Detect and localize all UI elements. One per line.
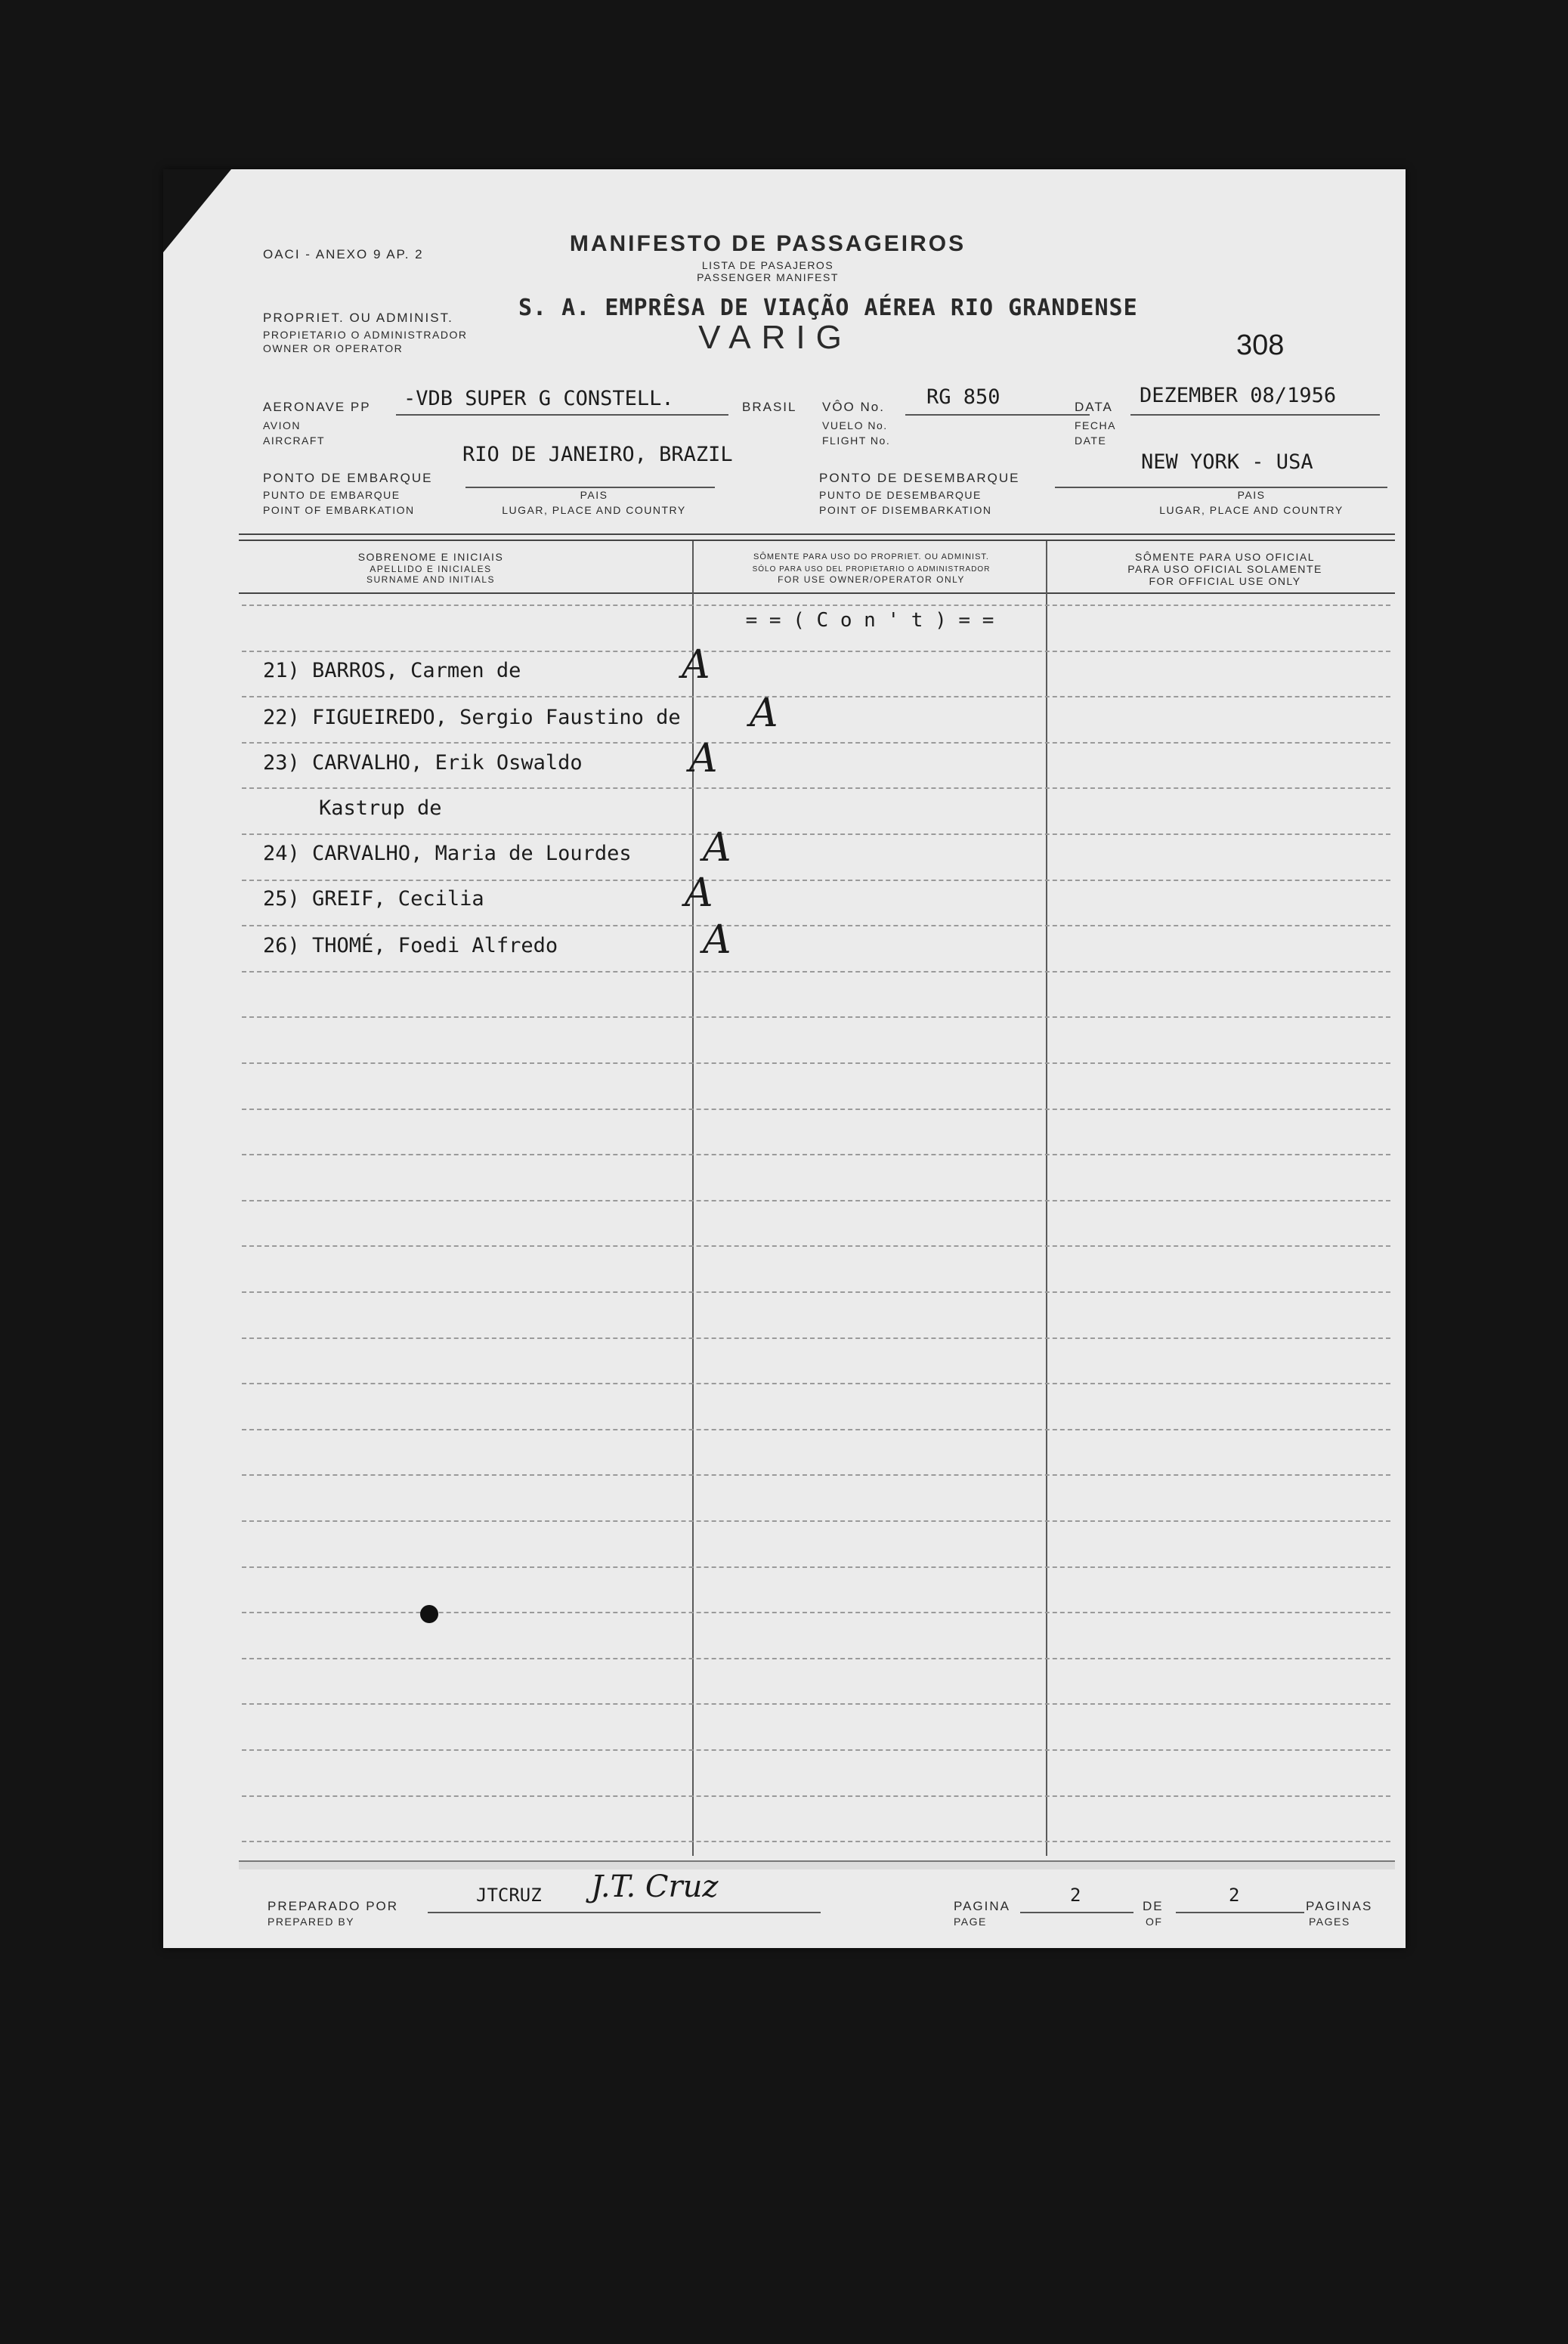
col-operator-es: SÓLO PARA USO DEL PROPIETARIO O ADMINISTRADOR [752,565,991,574]
ruled-line [242,1291,1390,1293]
col-name-pt: SOBRENOME E INICIAIS [357,551,504,563]
preparer-signature: J.T. Cruz [591,1869,719,1904]
passenger-line: 22) FIGUEIREDO, Sergio Faustino de [263,706,681,729]
aircraft-label-en: AIRCRAFT [263,434,325,447]
continued-marker: = = ( C o n ' t ) = = [745,609,994,632]
brand-varig: VARIG [698,319,852,356]
col-official-pt: SÔMENTE PARA USO OFICIAL [1134,551,1315,563]
operator-label-en: OWNER OR OPERATOR [263,342,404,354]
operator-label-es: PROPIETARIO O ADMINISTRADOR [263,329,468,341]
pages-label-en: PAGES [1309,1916,1350,1928]
ruled-line [242,1749,1390,1751]
passenger-line: Kastrup de [319,796,442,820]
disembark-label: PONTO DE DESEMBARQUE [819,471,1020,485]
ruled-line [242,696,1390,697]
date-label: DATA [1075,400,1113,414]
ruled-line [242,971,1390,973]
date-label-en: DATE [1075,434,1107,447]
ruled-line [242,1245,1390,1247]
page-title: MANIFESTO DE PASSAGEIROS [569,231,966,256]
prepared-value: JTCRUZ [476,1885,542,1906]
page-label: PAGINA [954,1899,1010,1913]
passenger-mark: A [750,691,778,736]
passenger-line: 23) CARVALHO, Erik Oswaldo [263,751,583,775]
ruled-line [242,1200,1390,1201]
embark-country-label: PAIS [580,489,608,501]
aircraft-value: -VDB SUPER G CONSTELL. [404,387,674,410]
col-name-es: APELLIDO E INICIALES [370,564,492,574]
disembark-value: NEW YORK - USA [1141,450,1313,474]
disembark-country-label-en: LUGAR, PLACE AND COUNTRY [1159,504,1344,516]
ruled-line [242,1566,1390,1568]
date-label-es: FECHA [1075,419,1116,431]
passenger-line: 24) CARVALHO, Maria de Lourdes [263,842,632,865]
passenger-line: 25) GREIF, Cecilia [263,887,484,911]
passenger-mark: A [703,825,731,870]
ruled-line [242,742,1390,744]
flight-label: VÔO No. [822,400,885,414]
page-stamp: 308 [1236,329,1285,361]
passenger-line: 26) THOMÉ, Foedi Alfredo [263,934,558,957]
of-label-en: OF [1146,1916,1163,1928]
ruled-line [242,1154,1390,1155]
ruled-line [242,605,1390,606]
flight-value: RG 850 [926,385,1000,409]
company-name: S. A. EMPRÊSA DE VIAÇÃO AÉREA RIO GRANDENSE [518,295,1138,321]
embark-label-es: PUNTO DE EMBARQUE [263,489,401,501]
of-value: 2 [1229,1885,1240,1906]
manifest-sheet [163,169,1406,1948]
passenger-mark: A [685,870,713,916]
embark-value: RIO DE JANEIRO, BRAZIL [462,443,733,466]
aircraft-country: BRASIL [742,400,797,414]
embark-label-en: POINT OF EMBARKATION [263,504,415,516]
passenger-line: 21) BARROS, Carmen de [263,659,521,682]
ruled-line [242,1337,1390,1339]
ruled-line [242,1109,1390,1110]
ruled-line [242,1016,1390,1018]
disembark-country-label: PAIS [1237,489,1266,501]
operator-label-pt: PROPRIET. OU ADMINIST. [263,311,453,325]
ruled-line [242,1658,1390,1659]
aircraft-label: AERONAVE PP [263,400,371,414]
passenger-mark: A [682,642,710,688]
flight-label-es: VUELO No. [822,419,888,431]
col-official-es: PARA USO OFICIAL SOLAMENTE [1127,563,1322,575]
embark-label: PONTO DE EMBARQUE [263,471,433,485]
embark-country-label-en: LUGAR, PLACE AND COUNTRY [502,504,686,516]
ruled-line [242,1795,1390,1797]
ruled-line [242,925,1390,926]
prepared-label-en: PREPARED BY [268,1916,355,1928]
ruled-line [242,1474,1390,1476]
ruled-line [242,1062,1390,1064]
torn-corner [163,169,231,252]
footer-rule [239,1860,1395,1869]
ink-blot [420,1605,438,1623]
ruled-line [242,833,1390,835]
ruled-line [242,1703,1390,1705]
col-operator-pt: SÔMENTE PARA USO DO PROPRIET. OU ADMINIST. [753,552,989,561]
aircraft-label-es: AVION [263,419,302,431]
ruled-line [242,880,1390,881]
disembark-label-en: POINT OF DISEMBARKATION [819,504,992,516]
col-name-en: SURNAME AND INITIALS [366,574,496,585]
passenger-mark: A [703,917,731,963]
passenger-mark: A [689,736,718,781]
subtitle-en: PASSENGER MANIFEST [697,271,839,283]
col-operator-en: FOR USE OWNER/OPERATOR ONLY [778,574,965,585]
ruled-line [242,1520,1390,1522]
ruled-line [242,1841,1390,1842]
page-value: 2 [1070,1885,1081,1906]
date-value: DEZEMBER 08/1956 [1140,384,1337,407]
prepared-label: PREPARADO POR [268,1899,399,1913]
page-label-en: PAGE [954,1916,987,1928]
col-official-en: FOR OFFICIAL USE ONLY [1149,575,1301,587]
of-label: DE [1143,1899,1164,1913]
ruled-line [242,1383,1390,1384]
subtitle-es: LISTA DE PASAJEROS [701,259,834,271]
ruled-line [242,787,1390,789]
disembark-label-es: PUNTO DE DESEMBARQUE [819,489,982,501]
ruled-line [242,1612,1390,1613]
ruled-line [242,1429,1390,1430]
flight-label-en: FLIGHT No. [822,434,891,447]
pages-label: PAGINAS [1306,1899,1373,1913]
form-reference: OACI - ANEXO 9 AP. 2 [263,247,424,261]
ruled-line [242,651,1390,652]
